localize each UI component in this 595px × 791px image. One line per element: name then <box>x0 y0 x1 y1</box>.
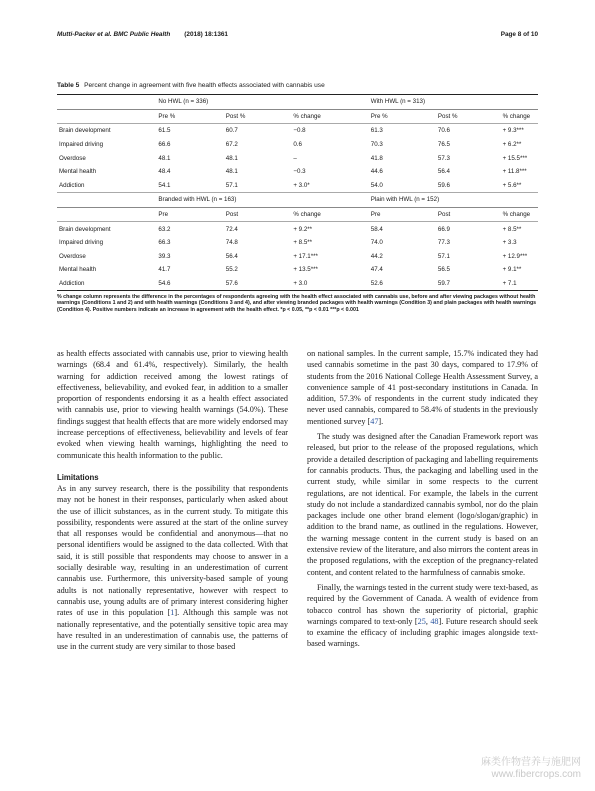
table-cell: + 6.2** <box>502 141 522 149</box>
paragraph-text: ]. Future research should seek to examine the efficacy of including graphic images alongside text-based warnings. <box>307 616 539 649</box>
column-header: Post <box>225 211 239 219</box>
citation: (2018) 18:1361 <box>184 31 228 38</box>
watermark-line: 麻类作物营养与施肥网 <box>481 757 581 768</box>
left-column <box>57 348 288 652</box>
table-cell: 0.6 <box>293 141 302 149</box>
table-cell: 54.1 <box>158 181 171 189</box>
citation-separator: , <box>425 616 431 626</box>
column-header: Pre <box>370 211 381 219</box>
table-cell: + 15.5*** <box>502 154 528 162</box>
table-caption <box>57 82 538 89</box>
table-cell: 54.0 <box>370 181 383 189</box>
table-cell: + 13.5*** <box>293 266 318 274</box>
table-cell: 72.4 <box>224 222 292 236</box>
table-row <box>57 263 538 277</box>
paragraph <box>307 582 538 650</box>
column-header: % change <box>502 211 531 219</box>
group-header-right: Plain with HWL (n = 152) <box>369 193 538 208</box>
table-cell: 77.3 <box>437 239 450 247</box>
table-row <box>57 124 538 138</box>
group-header-left: No HWL (n = 336) <box>156 95 368 110</box>
column-header: Post % <box>225 112 246 120</box>
column-header: Pre % <box>158 112 176 120</box>
table-cell: 59.7 <box>436 277 501 291</box>
table-cell: 66.6 <box>158 141 171 149</box>
table-cell: + 7.1 <box>501 277 538 291</box>
table-cell: 59.6 <box>437 181 450 189</box>
table-cell: + 9.2** <box>291 222 368 236</box>
table-label: Table 5 <box>57 82 80 89</box>
table-cell: + 17.1*** <box>293 252 318 260</box>
table-cell: 57.6 <box>224 277 292 291</box>
table-cell: 48.1 <box>225 154 238 162</box>
citation-link[interactable]: 48 <box>430 616 439 626</box>
right-column <box>307 348 538 650</box>
citation-link[interactable]: 1 <box>170 608 175 618</box>
table-cell: 61.3 <box>369 124 436 138</box>
table-cell: + 12.9*** <box>502 252 528 260</box>
column-header: % change <box>293 112 321 120</box>
table-cell: 57.1 <box>225 181 238 189</box>
table-cell: 54.6 <box>156 277 223 291</box>
table-cell: 74.0 <box>370 239 383 247</box>
table-cell: + 8.5** <box>501 222 538 236</box>
group-header-left: Branded with HWL (n = 163) <box>156 193 368 208</box>
table-cell: 52.6 <box>369 277 436 291</box>
running-header <box>57 31 538 43</box>
paragraph-text: ]. <box>378 416 384 426</box>
paragraph <box>307 348 538 427</box>
table-cell: 70.6 <box>436 124 501 138</box>
table-cell: + 3.0 <box>291 277 368 291</box>
row-label: Addiction <box>57 277 156 291</box>
table-cell: 56.4 <box>437 168 450 176</box>
table-cell: + 3.3 <box>502 239 517 247</box>
table-cell: 47.4 <box>370 266 383 274</box>
table-cell: −0.3 <box>293 168 306 176</box>
table-row <box>57 222 538 236</box>
paragraph: The study was designed after the Canadian Framework report was released, but prior to the release of the proposed regulations, which provide a detailed description of packaging and labelling requirements for cannabis products. Thus, the packaging and labelling used in the current study, while similar in some respects to the current regulations, are not identical. For example, the labels in the current study do not include a standardized cannabis symbol, nor do the plain packages include one other brand element (logo/slogan/graphic) in addition to the brand name, as outlined in the regulations. However, the warning message content in the current study is based on an extensive review of the literature, and also mirrors the content areas in the proposed regulations, with the exception of the pregnancy-related content, and content related to the harmfulness of cannabis smoke. <box>307 432 538 577</box>
row-label: Impaired driving <box>59 141 104 149</box>
table-group-header <box>57 95 538 110</box>
table-cell: 63.2 <box>156 222 223 236</box>
table-cell: + 8.5** <box>293 239 313 247</box>
table-row <box>57 151 538 165</box>
table-cell: 44.6 <box>370 168 383 176</box>
row-label: Overdose <box>59 252 86 260</box>
table-cell: 48.1 <box>225 168 238 176</box>
row-label: Mental health <box>59 168 97 176</box>
column-header: Pre <box>158 211 169 219</box>
table-row <box>57 250 538 264</box>
table-cell: 66.3 <box>158 239 171 247</box>
table-cell: 39.3 <box>158 252 171 260</box>
journal-name: Mutti-Packer et al. BMC Public Health <box>57 31 171 38</box>
row-label: Brain development <box>57 222 156 236</box>
table-row <box>57 138 538 152</box>
table-cell: 57.3 <box>437 154 450 162</box>
column-header: % change <box>293 211 321 219</box>
paragraph-text: Finally, the warnings tested in the current study were text-based, as required by the Government of Canada. A wealth of evidence from tobacco control has shown the superiority of pictorial, graphic warnings compared to text-only [ <box>307 582 538 626</box>
table-cell: + 9.1** <box>502 266 522 274</box>
table-cell: 61.5 <box>156 124 223 138</box>
table-cell: 60.7 <box>224 124 292 138</box>
watermark <box>481 757 581 781</box>
table-cell: 58.4 <box>369 222 436 236</box>
row-label: Addiction <box>59 181 85 189</box>
table-cell: 56.4 <box>225 252 238 260</box>
table-cell: + 11.8*** <box>502 168 527 176</box>
table-row <box>57 165 538 179</box>
paragraph <box>57 483 288 652</box>
row-label: Mental health <box>59 266 97 274</box>
section-heading: Limitations <box>57 472 99 482</box>
table-group-header <box>57 193 538 208</box>
table-cell: – <box>293 154 297 162</box>
watermark-line: www.fibercrops.com <box>491 769 581 780</box>
table-cell: 48.1 <box>158 154 171 162</box>
table-column-header <box>57 207 538 222</box>
table-cell: 66.9 <box>436 222 501 236</box>
table-cell: 48.4 <box>158 168 171 176</box>
table-cell: 70.3 <box>370 141 383 149</box>
group-header-right: With HWL (n = 313) <box>369 95 538 110</box>
table-column-header <box>57 109 538 124</box>
table-cell: + 3.0* <box>293 181 310 189</box>
paragraph-text: As in any survey research, there is the possibility that respondents may not be honest in their responses, particularly when asked about the use of illicit substances, as in the current study. To mitigate this possibility, respondents were assured at the start of the online survey that all responses would be confidential and anonymous—that no personal identifiers would be assigned to the data collected. With that said, it is still possible that respondents may choose to answer in a socially desirable way, resulting in an underestimation of current cannabis use. Furthermore, this university-based sample of young adults is not nationally representative, however with respect to cannabis use, young adults are of primary interest considering higher rates of use in this population [ <box>57 483 288 618</box>
column-header: Post % <box>437 112 458 120</box>
table-cell: 41.8 <box>370 154 383 162</box>
results-table <box>57 94 538 291</box>
table-cell: 57.1 <box>437 252 450 260</box>
table-cell: 56.5 <box>437 266 450 274</box>
row-label: Overdose <box>59 154 86 162</box>
table-cell: 74.8 <box>225 239 238 247</box>
table-cell: 76.5 <box>437 141 450 149</box>
column-header: Pre % <box>370 112 388 120</box>
table-row <box>57 236 538 250</box>
table-footnote: % change column represents the difference in the percentages of respondents agreeing with the health effect associated with cannabis use, before and after viewing packages without health warnings (Conditions 1 and 2) and with health warnings (Conditions 3 and 4), and after viewing branded packages with health warnings (Condition 3) and plain packages with health warnings (Condition 4). Positive numbers indicate an increase in agreement with the health effect. *p < 0.05, **p < 0.01 ***p < 0.001 <box>57 294 537 313</box>
paragraph-text: ]. Although this sample was not nationally representative, and the potentially sensitive topic area may have resulted in an underestimation of cannabis use, the patterns of use in the current study are very similar to those based <box>57 608 288 652</box>
table-title: Percent change in agreement with five health effects associated with cannabis use <box>84 82 325 89</box>
column-header: % change <box>502 112 531 120</box>
table-cell: 55.2 <box>225 266 238 274</box>
column-header: Post <box>437 211 451 219</box>
table-cell: −0.8 <box>291 124 368 138</box>
table-row <box>57 179 538 193</box>
table-cell: 67.2 <box>225 141 238 149</box>
paragraph: as health effects associated with cannabis use, prior to viewing health warnings (68.4 and 61.4%, respectively). Similarly, the health warning for addiction received among the lowest ratings of effectiveness, believability, and evoked fear, in addition to a smaller proportion of respondents endorsing it as a health effect associated with cannabis use, prior to viewing health warnings (54.0%). These findings suggest that health effects that are more widely endorsed may increase perceptions of effectiveness, believability and levels of fear evoked when viewing health warnings, highlighting the need to communicate this health information to the public. <box>57 349 288 460</box>
page-number: Page 8 of 10 <box>500 31 538 38</box>
citation-link[interactable]: 47 <box>370 416 379 426</box>
table-cell: + 9.3*** <box>501 124 538 138</box>
table-cell: 41.7 <box>158 266 171 274</box>
table-cell: 44.2 <box>370 252 383 260</box>
row-label: Brain development <box>57 124 156 138</box>
row-label: Impaired driving <box>59 239 104 247</box>
paragraph-text: on national samples. In the current sample, 15.7% indicated they had used cannabis sometime in the past 30 days, compared to 17.9% of students from the 2016 National College Health Assessment Survey, a convenience sample of 41 post-secondary institutions in Canada. In addition, 57.3% of respondents in the current study indicated they never used cannabis, compared to 58.4% of students in the previously mentioned survey [ <box>307 349 538 426</box>
table-cell: + 5.6** <box>502 181 522 189</box>
citation-link[interactable]: 25 <box>417 616 426 626</box>
header-left <box>57 31 228 38</box>
table-row <box>57 277 538 291</box>
